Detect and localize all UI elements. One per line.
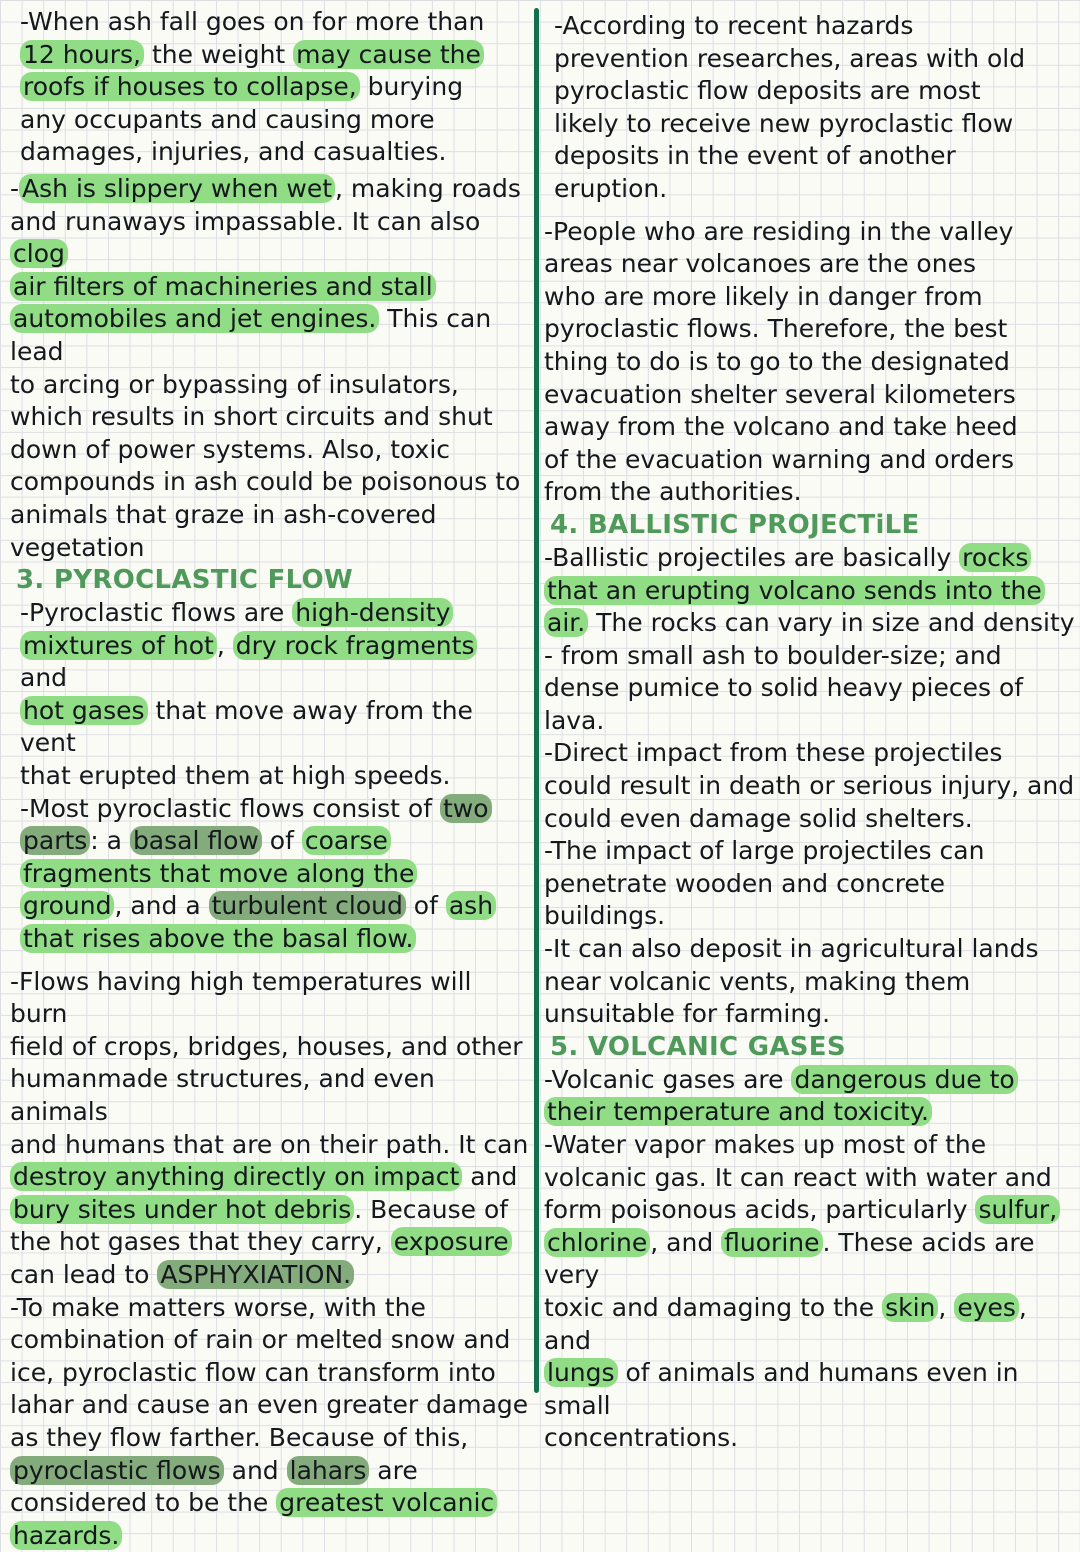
body-text: , and [544, 1292, 1027, 1355]
body-text: -Pyroclastic flows are [20, 598, 293, 628]
highlighted-text: clog air filters of machineries and stall automobiles and jet engines. [10, 239, 436, 333]
body-text: : a [90, 826, 130, 856]
body-text: The rocks can vary in size and density - from small ash to boulder-size; and dense pumice to solid heavy pieces of lava. -Direct impact from these projectiles could result in death or serious injury, and could even damage solid shelters. -The impact of large projectiles can penetrate wooden and concrete buildings. -It can also deposit in agricultural lands near volcanic vents, making them unsuitable for farming. [544, 608, 1075, 1029]
body-text: , making roads and runaways impassable. It can also [10, 173, 521, 236]
body-text: of [405, 891, 446, 921]
note-paragraph [10, 6, 532, 169]
body-text: -Water vapor makes up most of the volcanic gas. It can react with water and form poisonous acids, particularly [544, 1130, 1052, 1225]
body-text: -Flows having high temperatures will burn field of crops, bridges, houses, and other humanmade structures, and even animals and humans that are on their path. It can [10, 966, 529, 1159]
body-text: . These acids are very toxic and damaging to the [544, 1227, 1035, 1322]
body-text: . Because of the hot gases that they carry, [10, 1194, 509, 1257]
note-paragraph [544, 1064, 1076, 1455]
body-text: of [261, 826, 302, 856]
highlighted-text: rocks that an erupting volcano sends into the air. [544, 543, 1045, 637]
highlighted-text: bury sites under hot debris [10, 1195, 354, 1224]
highlighted-text: lungs [544, 1358, 618, 1387]
highlighted-text: pyroclastic flows [10, 1456, 224, 1485]
highlighted-text: lahars [287, 1456, 370, 1485]
highlighted-text: coarse fragments that move along the ground [20, 826, 417, 920]
highlighted-text: two parts [20, 794, 492, 856]
highlighted-text: ash that rises above the basal flow. [20, 891, 496, 953]
highlighted-text: skin [882, 1293, 938, 1322]
highlighted-text: may cause the roofs if houses to collapse, [20, 40, 484, 102]
highlighted-text: basal flow [130, 826, 262, 855]
note-paragraph [544, 542, 1076, 1031]
highlighted-text: Ash is slippery when wet [19, 174, 335, 203]
body-text: the weight [144, 39, 294, 69]
body-text: -People who are residing in the valley areas near volcanoes are the ones who are more likely in danger from pyroclastic flows. Therefore, the best thing to do is to go to the designated evacuation shelter several kilometers away from the volcano and take heed of the evacuation warning and orders from the authorities. [544, 216, 1018, 507]
body-text: can lead to [10, 1259, 150, 1289]
body-text: -Volcanic gases are [544, 1064, 792, 1094]
body-text: , and [650, 1227, 722, 1257]
note-paragraph [544, 10, 1076, 206]
body-text: - [10, 173, 20, 203]
highlighted-text: ASPHYXIATION. [157, 1260, 354, 1289]
body-text: , [938, 1292, 955, 1322]
highlighted-text: destroy anything directly on impact [10, 1162, 462, 1191]
body-text: and [470, 1162, 518, 1192]
body-text: burying any occupants and causing more damages, injuries, and casualties. [20, 72, 464, 167]
highlighted-text: exposure [391, 1227, 512, 1256]
note-paragraph [10, 597, 532, 956]
section-heading: 4. BALLISTIC PROJECTiLE [550, 509, 920, 540]
highlighted-text: turbulent cloud [209, 891, 406, 920]
body-text: are considered to be the [10, 1455, 418, 1518]
section-heading: 3. PYROCLASTIC FLOW [16, 565, 353, 596]
body-text: -Ballistic projectiles are basically [544, 542, 960, 572]
highlighted-text: dry rock fragments [233, 631, 478, 660]
body-text: , [216, 630, 233, 660]
body-text: -When ash fall goes on for more than [20, 7, 485, 36]
body-text: , and a [114, 891, 209, 921]
highlighted-text: 12 hours, [20, 40, 144, 69]
highlighted-text: greatest volcanic hazards. [10, 1488, 497, 1550]
column-divider [534, 8, 539, 1393]
highlighted-text: hot gases [20, 696, 148, 725]
body-text: -According to recent hazards prevention researches, areas with old pyroclastic flow deposits are most likely to receive new pyroclastic flow deposits in the event of another eruption. [554, 11, 1026, 203]
highlighted-text: fluorine [721, 1228, 822, 1257]
body-text: that move away from the vent that erupted them at high speeds. -Most pyroclastic flows consist of [20, 695, 473, 823]
body-text: This can lead to arcing or bypassing of insulators, which results in short circuits and shut down of power systems. Also, toxic compounds in ash could be poisonous to animals that graze in ash-covered vegetation [10, 304, 521, 562]
highlighted-text: eyes [954, 1293, 1019, 1322]
note-paragraph [10, 173, 532, 564]
note-paragraph [544, 216, 1076, 509]
body-text: and [20, 663, 68, 693]
highlighted-text: sulfur, chlorine [544, 1195, 1060, 1257]
section-heading: 5. VOLCANIC GASES [550, 1031, 846, 1062]
highlighted-text: dangerous due to their temperature and toxicity. [544, 1065, 1018, 1127]
right-column [544, 10, 1076, 1455]
note-paragraph [10, 966, 532, 1552]
body-text: of animals and humans even in small concentrations. [544, 1358, 1019, 1453]
highlighted-text: high-density mixtures of hot [20, 598, 453, 660]
left-column [10, 6, 532, 1552]
body-text: and [223, 1455, 287, 1485]
body-text: -To make matters worse, with the combination of rain or melted snow and ice, pyroclastic flow can transform into lahar and cause an even greater damage as they flow farther. Because of this, [10, 1292, 529, 1452]
